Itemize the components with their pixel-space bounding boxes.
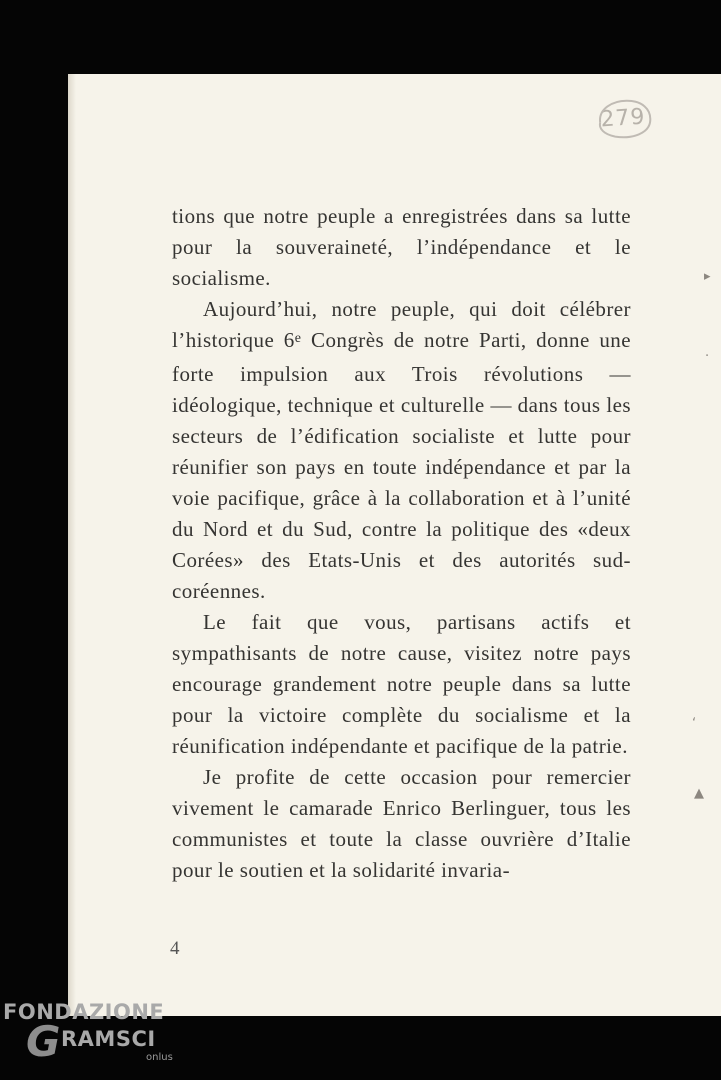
page-number: 4 [170,938,180,959]
watermark-line-1: FONDAZIONE [3,1000,165,1024]
page-binding-edge [68,74,76,1016]
paragraph-2-after-superscript: Congrès de notre Parti, donne une forte impulsion aux Trois révolutions — idéologique, technique et culturelle — dans tous les secteurs de l’édification socialiste et lutte pour réunifier son pays en toute indépendance et par la voie pacifique, grâce à la collaboration et à l’unité du Nord et du Sud, contre la politique des «deux Corées» des Etats-Unis et des autorités sud-coréennes. [172,328,631,603]
watermark-line-2: RAMSCI [61,1027,156,1051]
handwritten-page-number [588,94,657,144]
watermark-logo-initial: G [26,1017,61,1066]
watermark-suffix: onlus [146,1052,173,1063]
paragraph-2 [172,294,631,607]
paragraph-4: Je profite de cette occasion pour remercier vivement le camarade Enrico Berlinguer, tous les communistes et toute la classe ouvrière d’Italie pour le soutien et la solidarité invaria- [172,765,631,882]
margin-mark-triangle: ▸ [704,269,711,284]
paragraph-3: Le fait que vous, partisans actifs et sympathisants de notre cause, visitez notre pays encourage grandement notre peuple dans sa lutte pour la victoire complète du socialisme et la réunification indépendante et pacifique de la patrie. [172,610,631,758]
margin-mark-arrow: ▲ [694,786,704,801]
paragraph-1: tions que notre peuple a enregistrées dans sa lutte pour la souveraineté, l’indépendance et le socialisme. [172,204,631,290]
margin-mark-dot: · [705,349,710,364]
margin-mark-tick: ʻ [692,716,697,731]
document-text [172,201,631,886]
paragraph-2-before-superscript: Aujourd’hui, notre peuple, qui doit célébrer l’historique 6 [172,297,631,352]
handwritten-page-number-text: 279 [599,104,647,133]
ordinal-superscript: e [294,331,302,346]
